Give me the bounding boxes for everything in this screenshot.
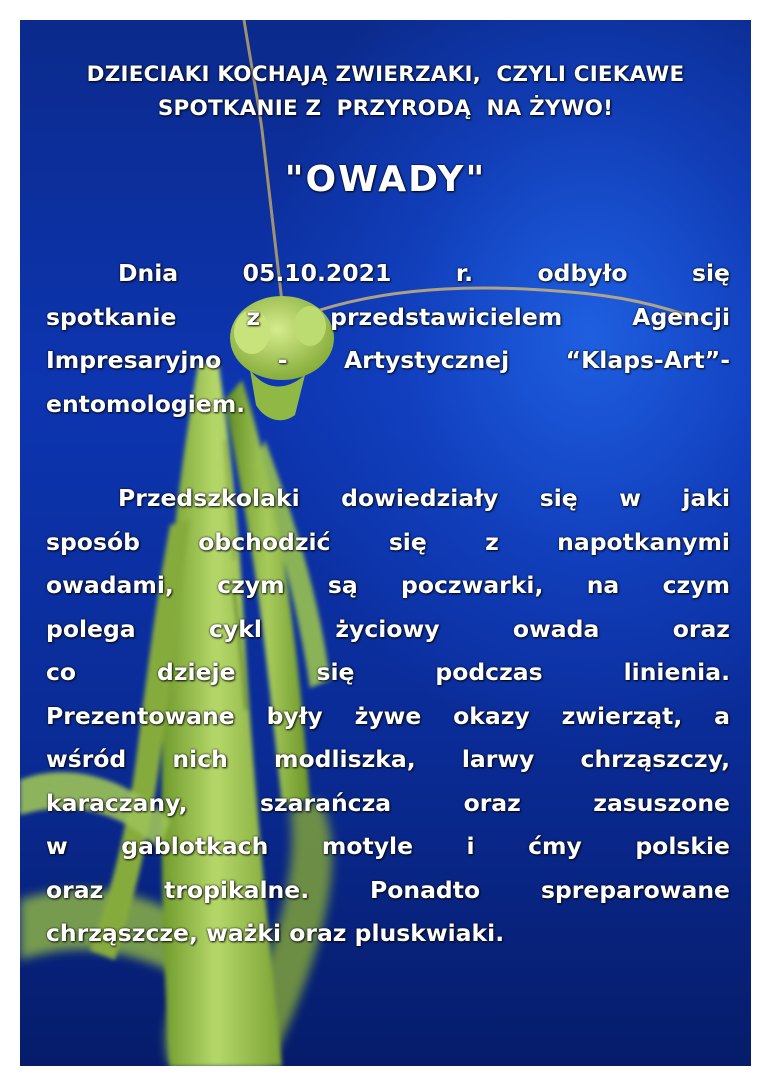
- paragraph-line: spotkanie z przedstawicielem Agencji: [46, 302, 730, 331]
- paragraph-line: w gablotkach motyle i ćmy polskie: [46, 832, 730, 860]
- paragraph-line: wśród nich modliszka, larwy chrząszczy,: [46, 745, 730, 773]
- paragraph-2: [46, 477, 730, 956]
- paragraph-line: owadami, czym są poczwarki, na czym: [46, 571, 730, 599]
- paragraph-line: karaczany, szarańcza oraz zasuszone: [46, 788, 730, 817]
- headline-line-2: SPOTKANIE Z PRZYRODĄ NA ŻYWO!: [157, 96, 614, 121]
- paragraph-line: sposób obchodzić się z napotkanymi: [46, 527, 730, 556]
- paragraph-line: Impresaryjno - Artystycznej “Klaps-Art”-: [46, 346, 730, 374]
- headline: [20, 58, 751, 126]
- paragraph-line: Dnia 05.10.2021 r. odbyło się: [118, 259, 730, 287]
- paragraph-line: entomologiem.: [46, 389, 246, 418]
- page-title: "OWADY": [284, 159, 487, 200]
- paragraph-line: oraz tropikalne. Ponadto spreparowane: [46, 875, 730, 904]
- paragraph-line: polega cykl życiowy owada oraz: [46, 614, 730, 643]
- paragraph-line: Prezentowane były żywe okazy zwierząt, a: [46, 701, 730, 730]
- paragraph-line: chrząszcze, ważki oraz pluskwiaki.: [46, 919, 505, 947]
- poster: [20, 20, 751, 1066]
- poster-text: [20, 20, 751, 1066]
- paragraph-1: [46, 252, 730, 426]
- paragraph-line: Przedszkolaki dowiedziały się w jaki: [118, 484, 730, 512]
- paragraph-line: co dzieje się podczas linienia.: [46, 658, 730, 686]
- headline-line-1: DZIECIAKI KOCHAJĄ ZWIERZAKI, CZYLI CIEKAWE: [86, 62, 685, 87]
